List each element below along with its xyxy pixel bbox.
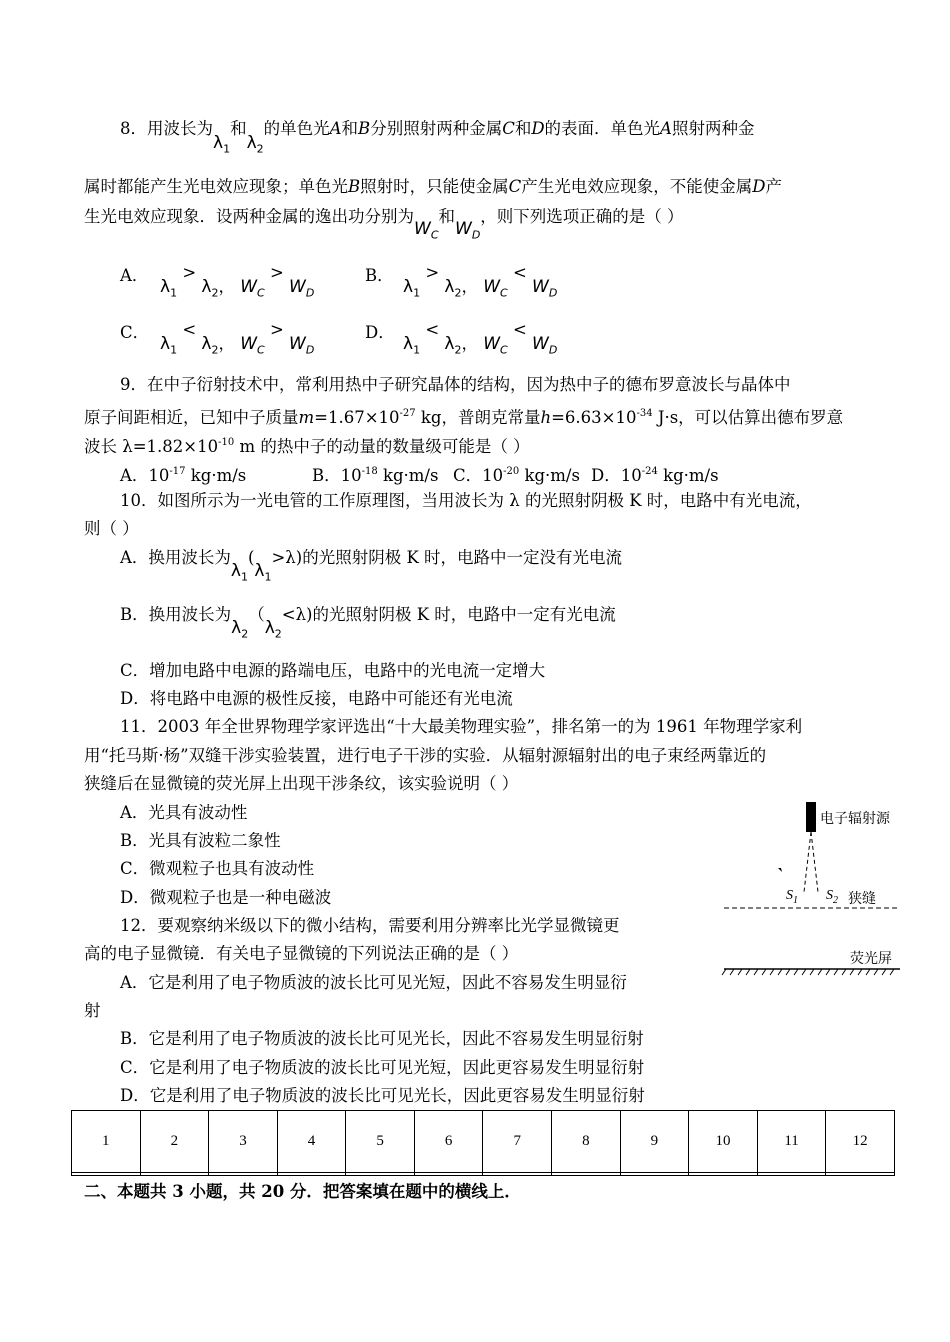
lambda2-symbol: $\lambda_2$	[246, 133, 264, 156]
q9-line3: 波长 $\lambda=1.82\times 10^{-10}$ m 的热中子的动量的数量级可能是（ ）	[84, 437, 530, 456]
q11-option-c: C．微观粒子也具有波动性	[120, 859, 315, 878]
cursor-mark	[778, 868, 782, 872]
double-slit-figure	[720, 800, 910, 980]
q12-line2: 高的电子显微镜．有关电子显微镜的下列说法正确的是（ ）	[84, 944, 519, 963]
answer-header-cell: 2	[140, 1111, 209, 1173]
q8-line2: 属时都能产生光电效应现象；单色光B照射时，只能使金属C产生光电效应现象，不能使金属D产	[84, 177, 782, 196]
q12-option-a-cont: 射	[84, 1001, 101, 1020]
answer-table	[71, 1110, 895, 1176]
answer-blank-cell[interactable]	[483, 1172, 552, 1175]
q8-option-a-expr: $\lambda_1 > \lambda_2$， $W_C > W_D$	[160, 263, 315, 300]
q8-option-d: D．	[365, 323, 395, 342]
q11-option-a: A．光具有波动性	[120, 803, 248, 822]
q8-option-d-expr: $\lambda_1 < \lambda_2$， $W_C < W_D$	[403, 320, 558, 357]
beam-right	[811, 832, 818, 892]
answer-header-cell: 12	[826, 1111, 895, 1173]
answer-header-cell: 4	[277, 1111, 346, 1173]
q10-line2: 则（ ）	[84, 519, 139, 538]
q9-option-d: D．$10^{-24}$ kg·m/s	[591, 466, 719, 485]
answer-header-cell: 9	[620, 1111, 689, 1173]
answer-header-cell: 1	[72, 1111, 141, 1173]
s1-label: $S_1$	[786, 888, 798, 906]
electron-source-label: 电子辐射源	[820, 811, 890, 827]
answer-table-header-row	[72, 1111, 895, 1173]
answer-blank-cell[interactable]	[826, 1172, 895, 1175]
q11-line2: 用“托马斯·杨”双缝干涉实验装置，进行电子干涉的实验．从辐射源辐射出的电子束经两靠近的	[84, 746, 767, 765]
answer-blank-cell[interactable]	[689, 1172, 758, 1175]
q8-option-b: B．	[365, 266, 394, 285]
q11-option-b: B．光具有波粒二象性	[120, 831, 281, 850]
answer-blank-cell[interactable]	[552, 1172, 621, 1175]
q9-option-b: B．$10^{-18}$ kg·m/s	[312, 466, 439, 485]
q11-option-d: D．微观粒子也是一种电磁波	[120, 888, 332, 907]
screen-hatching	[722, 969, 894, 975]
answer-blank-cell[interactable]	[72, 1172, 141, 1175]
q9-line1: 9．在中子衍射技术中，常利用热中子研究晶体的结构，因为热中子的德布罗意波长与晶体中	[120, 375, 791, 394]
q12-option-d: D．它是利用了电子物质波的波长比可见光长，因此更容易发生明显衍射	[120, 1086, 645, 1105]
q12-line1: 12．要观察纳米级以下的微小结构，需要利用分辨率比光学显微镜更	[120, 916, 620, 935]
answer-blank-cell[interactable]	[414, 1172, 483, 1175]
q8-option-b-expr: $\lambda_1 > \lambda_2$， $W_C < W_D$	[403, 263, 558, 300]
answer-blank-cell[interactable]	[346, 1172, 415, 1175]
q10-option-d: D．将电路中电源的极性反接，电路中可能还有光电流	[120, 689, 513, 708]
q12-option-a: A．它是利用了电子物质波的波长比可见光短，因此不容易发生明显衍	[120, 973, 627, 992]
answer-header-cell: 3	[209, 1111, 278, 1173]
q10-option-b: B．换用波长为$\lambda_2(\lambda_2<\lambda)$的光照射阴极 K 时，电路中一定有光电流	[120, 605, 616, 641]
q10-option-c: C．增加电路中电源的路端电压，电路中的光电流一定增大	[120, 661, 546, 680]
q12-option-c: C．它是利用了电子物质波的波长比可见光短，因此更容易发生明显衍射	[120, 1058, 645, 1077]
q9-line2: 原子间距相近，已知中子质量$m=1.67\times 10^{-27}$ kg，普朗克常量$h=6.63\times 10^{-34}$ J·s，可以估算出德布罗意	[84, 408, 844, 427]
wd-symbol: $W_D$	[455, 219, 481, 242]
q10-option-a: A．换用波长为$\lambda_1(\lambda_1>\lambda)$的光照射阴极 K 时，电路中一定没有光电流	[120, 548, 623, 584]
answer-header-cell: 8	[552, 1111, 621, 1173]
q10-line1: 10．如图所示为一光电管的工作原理图，当用波长为 λ 的光照射阴极 K 时，电路中有光电流，	[120, 491, 812, 510]
answer-header-cell: 6	[414, 1111, 483, 1173]
q8-option-a: A．	[120, 266, 149, 285]
q11-line3: 狭缝后在显微镜的荧光屏上出现干涉条纹，该实验说明（ ）	[84, 774, 519, 793]
screen-label: 荧光屏	[850, 951, 892, 967]
answer-blank-cell[interactable]	[140, 1172, 209, 1175]
electron-source-block	[806, 802, 816, 832]
wc-symbol: $W_C$	[414, 219, 439, 242]
q9-option-c: C．$10^{-20}$ kg·m/s	[453, 466, 580, 485]
q12-option-b: B．它是利用了电子物质波的波长比可见光长，因此不容易发生明显衍射	[120, 1029, 644, 1048]
slit-label: 狭缝	[848, 891, 876, 907]
answer-blank-cell[interactable]	[620, 1172, 689, 1175]
answer-header-cell: 7	[483, 1111, 552, 1173]
beam-left	[804, 832, 811, 892]
q8-line3: 生光电效应现象．设两种金属的逸出功分别为$W_C$和$W_D$，则下列选项正确的是（ ）	[84, 207, 684, 242]
s2-label: $S_2$	[826, 888, 838, 906]
answer-header-cell: 11	[757, 1111, 826, 1173]
q8-line1: 8．用波长为$\lambda_1$和$\lambda_2$的单色光A和B分别照射两种金属C和D的表面．单色光A照射两种金	[120, 119, 755, 156]
answer-blank-cell[interactable]	[277, 1172, 346, 1175]
q11-line1: 11．2003 年全世界物理学家评选出“十大最美物理实验”，排名第一的为 1961 年物理学家利	[120, 717, 803, 736]
answer-table-blank-row	[72, 1172, 895, 1175]
answer-header-cell: 10	[689, 1111, 758, 1173]
answer-header-cell: 5	[346, 1111, 415, 1173]
lambda1-symbol: $\lambda_1$	[213, 133, 231, 156]
answer-blank-cell[interactable]	[209, 1172, 278, 1175]
answer-blank-cell[interactable]	[757, 1172, 826, 1175]
q8-option-c-expr: $\lambda_1 < \lambda_2$， $W_C > W_D$	[160, 320, 315, 357]
section2-heading: 二、本题共 3 小题，共 20 分．把答案填在题中的横线上．	[84, 1182, 521, 1201]
q8-option-c: C．	[120, 323, 150, 342]
q9-options: A．$10^{-17}$ kg·m/s	[120, 466, 247, 485]
